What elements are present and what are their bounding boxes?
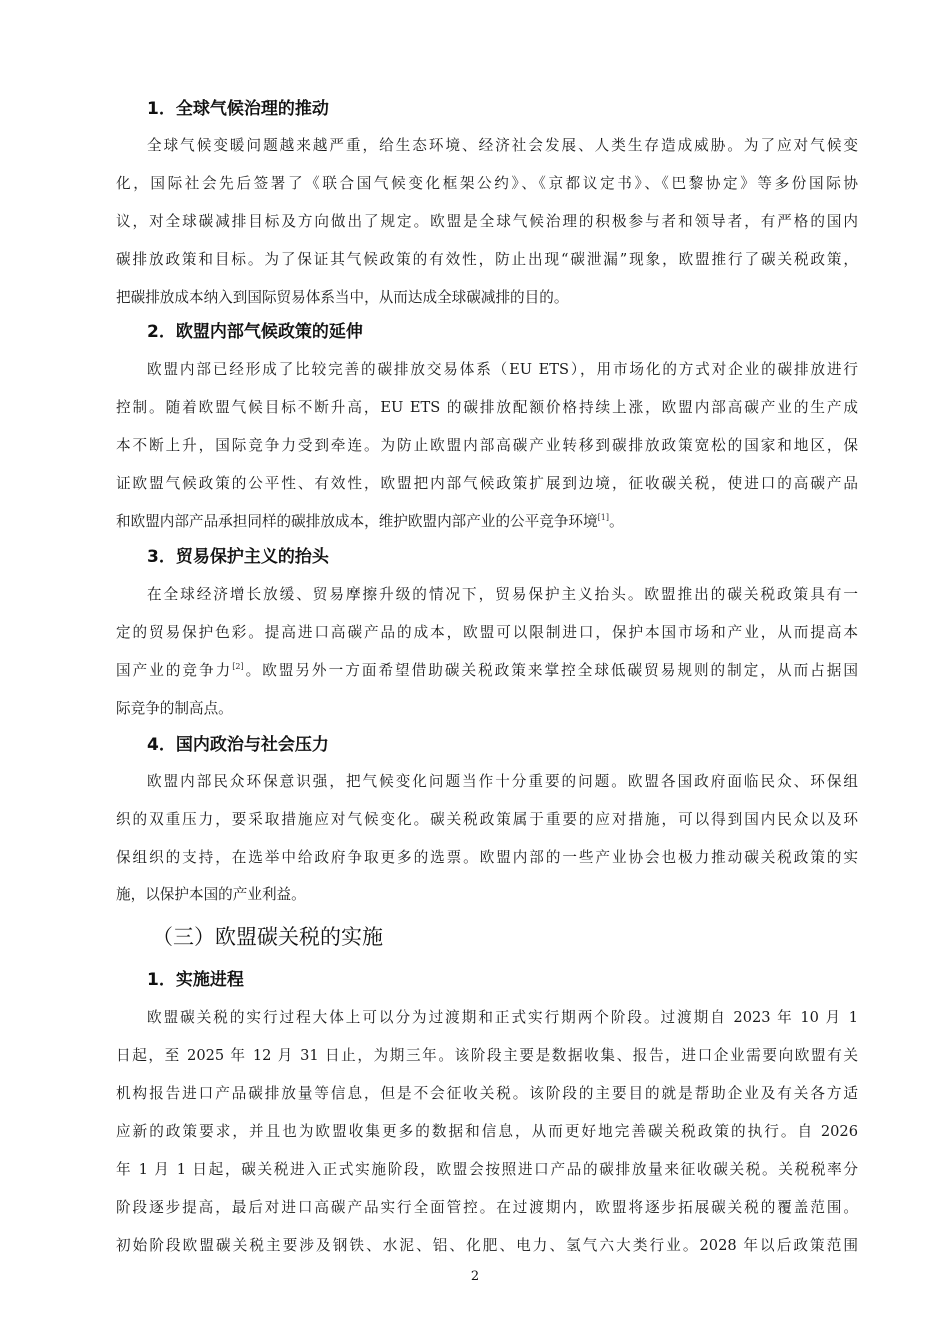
- paragraph-line: 年 1 月 1 日起，碳关税进入正式实施阶段，欧盟会按照进口产品的碳排放量来征收碳关税。关税税率分: [116, 1161, 858, 1178]
- paragraph-line: 施，以保护本国的产业利益。: [116, 886, 306, 903]
- paragraph-line: 应新的政策要求，并且也为欧盟收集更多的数据和信息，从而更好地完善碳关税政策的执行。自 2026: [116, 1123, 858, 1140]
- section-heading-2: 2．欧盟内部气候政策的延伸: [147, 322, 363, 342]
- paragraph-line: 保组织的支持，在选举中给政府争取更多的选票。欧盟内部的一些产业协会也极力推动碳关税政策的实: [116, 849, 858, 866]
- line-tail: 。: [608, 513, 624, 530]
- paragraph-line: 欧盟碳关税的实行过程大体上可以分为过渡期和正式实行期两个阶段。过渡期自 2023 年 10 月 1: [147, 1009, 858, 1026]
- paragraph-line: 定的贸易保护色彩。提高进口高碳产品的成本，欧盟可以限制进口，保护本国市场和产业，从而提高本: [116, 624, 858, 641]
- section-heading-1: 1．全球气候治理的推动: [147, 99, 329, 119]
- line-text: 和欧盟内部产品承担同样的碳排放成本，维护欧盟内部产业的公平竞争环境: [116, 513, 598, 530]
- paragraph-line: 织的双重压力，要采取措施应对气候变化。碳关税政策属于重要的应对措施，可以得到国内民众以及环: [116, 811, 858, 828]
- paragraph-line-with-citation: [116, 512, 858, 532]
- page-number: 2: [470, 1269, 480, 1284]
- paragraph-line: 在全球经济增长放缓、贸易摩擦升级的情况下，贸易保护主义抬头。欧盟推出的碳关税政策具有一: [147, 586, 858, 603]
- line-tail: 。欧盟另外一方面希望借助碳关税政策来掌控全球低碳贸易规则的制定，从而占据国: [243, 662, 858, 679]
- paragraph-line-with-citation: [116, 661, 858, 681]
- line-text: 国产业的竞争力: [116, 662, 233, 679]
- paragraph-line: 控制。随着欧盟气候目标不断升高，EU ETS 的碳排放配额价格持续上涨，欧盟内部高碳产业的生产成: [116, 399, 858, 416]
- paragraph-line: 议，对全球碳减排目标及方向做出了规定。欧盟是全球气候治理的积极参与者和领导者，有严格的国内: [116, 213, 858, 230]
- section-heading-3: 3．贸易保护主义的抬头: [147, 547, 329, 567]
- paragraph-line: 碳排放政策和目标。为了保证其气候政策的有效性，防止出现“碳泄漏”现象，欧盟推行了碳关税政策，: [116, 251, 858, 268]
- paragraph-line: 际竞争的制高点。: [116, 700, 233, 717]
- chapter-heading: （三）欧盟碳关税的实施: [152, 925, 383, 949]
- paragraph-line: 机构报告进口产品碳排放量等信息，但是不会征收关税。该阶段的主要目的就是帮助企业及有关各方适: [116, 1085, 858, 1102]
- paragraph-line: 全球气候变暖问题越来越严重，给生态环境、经济社会发展、人类生存造成威胁。为了应对气候变: [147, 137, 858, 154]
- paragraph-line: 欧盟内部已经形成了比较完善的碳排放交易体系（EU ETS），用市场化的方式对企业的碳排放进行: [147, 361, 858, 378]
- citation-marker: [1]: [597, 513, 609, 523]
- paragraph-line: 化，国际社会先后签署了《联合国气候变化框架公约》、《京都议定书》、《巴黎协定》等多份国际协: [116, 175, 858, 192]
- section-heading-4: 4．国内政治与社会压力: [147, 735, 329, 755]
- paragraph-line: 本不断上升，国际竞争力受到牵连。为防止欧盟内部高碳产业转移到碳排放政策宽松的国家和地区，保: [116, 437, 858, 454]
- citation-marker: [2]: [232, 662, 244, 672]
- paragraph-line: 日起，至 2025 年 12 月 31 日止，为期三年。该阶段主要是数据收集、报告，进口企业需要向欧盟有关: [116, 1047, 858, 1064]
- paragraph-line: 把碳排放成本纳入到国际贸易体系当中，从而达成全球碳减排的目的。: [116, 289, 569, 306]
- paragraph-line: 初始阶段欧盟碳关税主要涉及钢铁、水泥、铝、化肥、电力、氢气六大类行业。2028 年以后政策范围: [116, 1237, 858, 1254]
- paragraph-line: 证欧盟气候政策的公平性、有效性，欧盟把内部气候政策扩展到边境，征收碳关税，使进口的高碳产品: [116, 475, 858, 492]
- paragraph-line: 阶段逐步提高，最后对进口高碳产品实行全面管控。在过渡期内，欧盟将逐步拓展碳关税的覆盖范围。: [116, 1199, 858, 1216]
- paragraph-line: 欧盟内部民众环保意识强，把气候变化问题当作十分重要的问题。欧盟各国政府面临民众、环保组: [147, 773, 858, 790]
- subsection-heading: 1．实施进程: [147, 970, 244, 990]
